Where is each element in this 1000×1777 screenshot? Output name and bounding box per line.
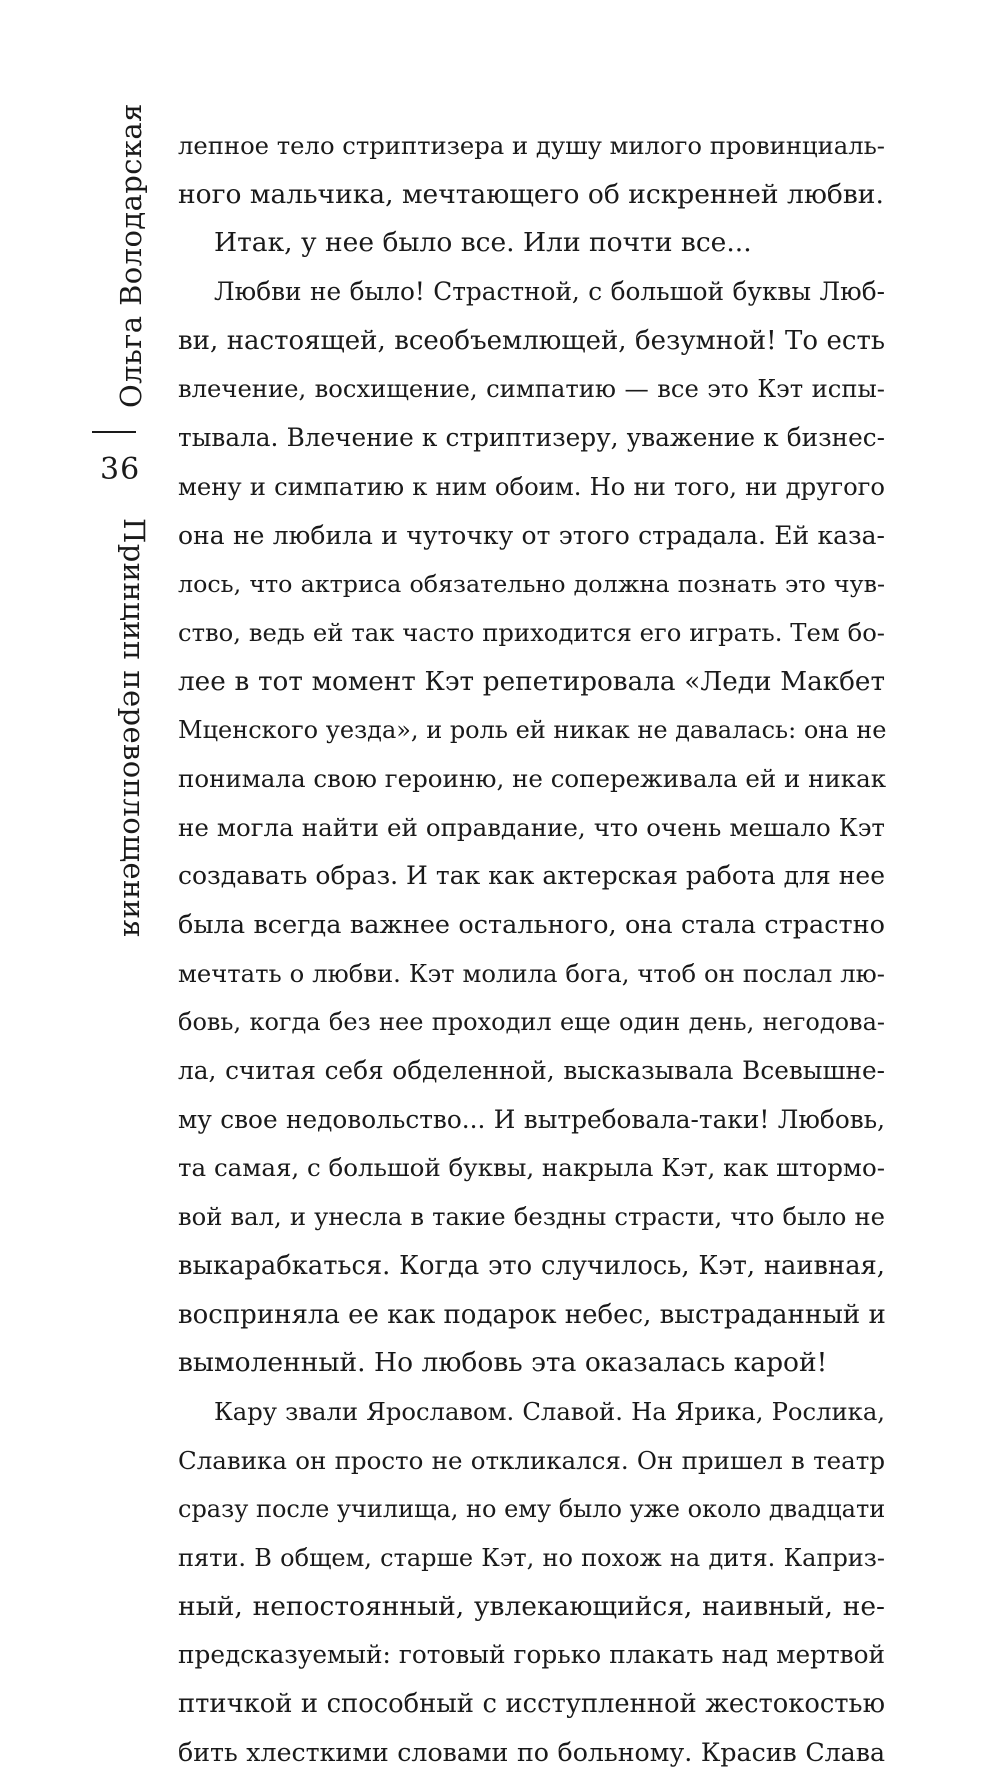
text-line: ного мальчика, мечтающего об искренней любви. — [178, 178, 884, 210]
text-line: восприняла ее как подарок небес, выстраданный и — [178, 1299, 886, 1330]
text-line: не могла найти ей оправдание, что очень мешало Кэт — [178, 812, 885, 842]
text-line: бить хлесткими словами по больному. Красив Слава — [178, 1737, 885, 1767]
text-line: бовь, когда без нее проходил еще один день, негодова- — [178, 1008, 885, 1037]
text-line: ла, считая себя обделенной, высказывала Всевышне- — [178, 1056, 885, 1086]
paragraph-start: Кару звали Ярославом. Славой. На Ярика, Рослика, — [214, 1396, 885, 1426]
text-line: мечтать о любви. Кэт молила бога, чтоб он послал лю- — [178, 958, 885, 988]
page-body — [178, 122, 885, 1777]
text-line: та самая, с большой буквы, накрыла Кэт, как штормо- — [178, 1153, 885, 1183]
text-line: тывала. Влечение к стриптизеру, уважение к бизнес- — [178, 423, 885, 453]
text-line: ный, непостоянный, увлекающийся, наивный, не- — [178, 1590, 885, 1622]
text-line: пяти. В общем, старше Кэт, но похож на дитя. Каприз- — [178, 1543, 885, 1572]
text-line: лепное тело стриптизера и душу милого провинциаль- — [178, 131, 885, 160]
paragraph-start: Любви не было! Страстной, с большой буквы Люб- — [214, 277, 885, 307]
text-line: она не любила и чуточку от этого страдала. Ей каза- — [178, 520, 885, 550]
text-line: влечение, восхищение, симпатию — все это Кэт испы- — [178, 374, 885, 404]
text-line: му свое недовольство... И вытребовала-таки! Любовь, — [178, 1104, 885, 1134]
book-title: Принцип перевоплощения — [117, 518, 151, 939]
text-line: была всегда важнее остального, она стала страстно — [178, 910, 885, 940]
text-line: вымоленный. Но любовь эта оказалась карой! — [178, 1347, 828, 1379]
text-line: ство, ведь ей так часто приходится его играть. Тем бо- — [178, 617, 885, 647]
text-line: лось, что актриса обязательно должна познать это чув- — [178, 570, 885, 599]
text-line: мену и симпатию к ним обоим. Но ни того, ни другого — [178, 471, 885, 501]
text-line: выкарабкаться. Когда это случилось, Кэт, наивная, — [178, 1250, 885, 1281]
text-line: лее в тот момент Кэт репетировала «Леди Макбет — [178, 666, 885, 697]
text-line: ви, настоящей, всеобъемлющей, безумной! То есть — [178, 325, 885, 356]
paragraph-start: Итак, у нее было все. Или почти все... — [214, 227, 752, 259]
text-line: сразу после училища, но ему было уже около двадцати — [178, 1495, 886, 1524]
text-line: птичкой и способный с исступленной жестокостью — [178, 1689, 885, 1719]
text-line: Мценского уезда», и роль ей никак не давалась: она не — [178, 716, 887, 745]
text-line: Славика он просто не откликался. Он пришел в театр — [178, 1445, 885, 1475]
text-line: предсказуемый: готовый горько плакать над мертвой — [178, 1640, 885, 1670]
running-header — [0, 0, 170, 1344]
text-line: понимала свою героиню, не сопереживала ей и никак — [178, 763, 887, 793]
text-line: вой вал, и унесла в такие бездны страсти, что было не — [178, 1202, 885, 1232]
author-name: Ольга Володарская — [114, 103, 148, 408]
page-number: 36 — [100, 452, 141, 487]
header-divider — [92, 431, 136, 433]
text-line: создавать образ. И так как актерская работа для нее — [178, 861, 885, 891]
